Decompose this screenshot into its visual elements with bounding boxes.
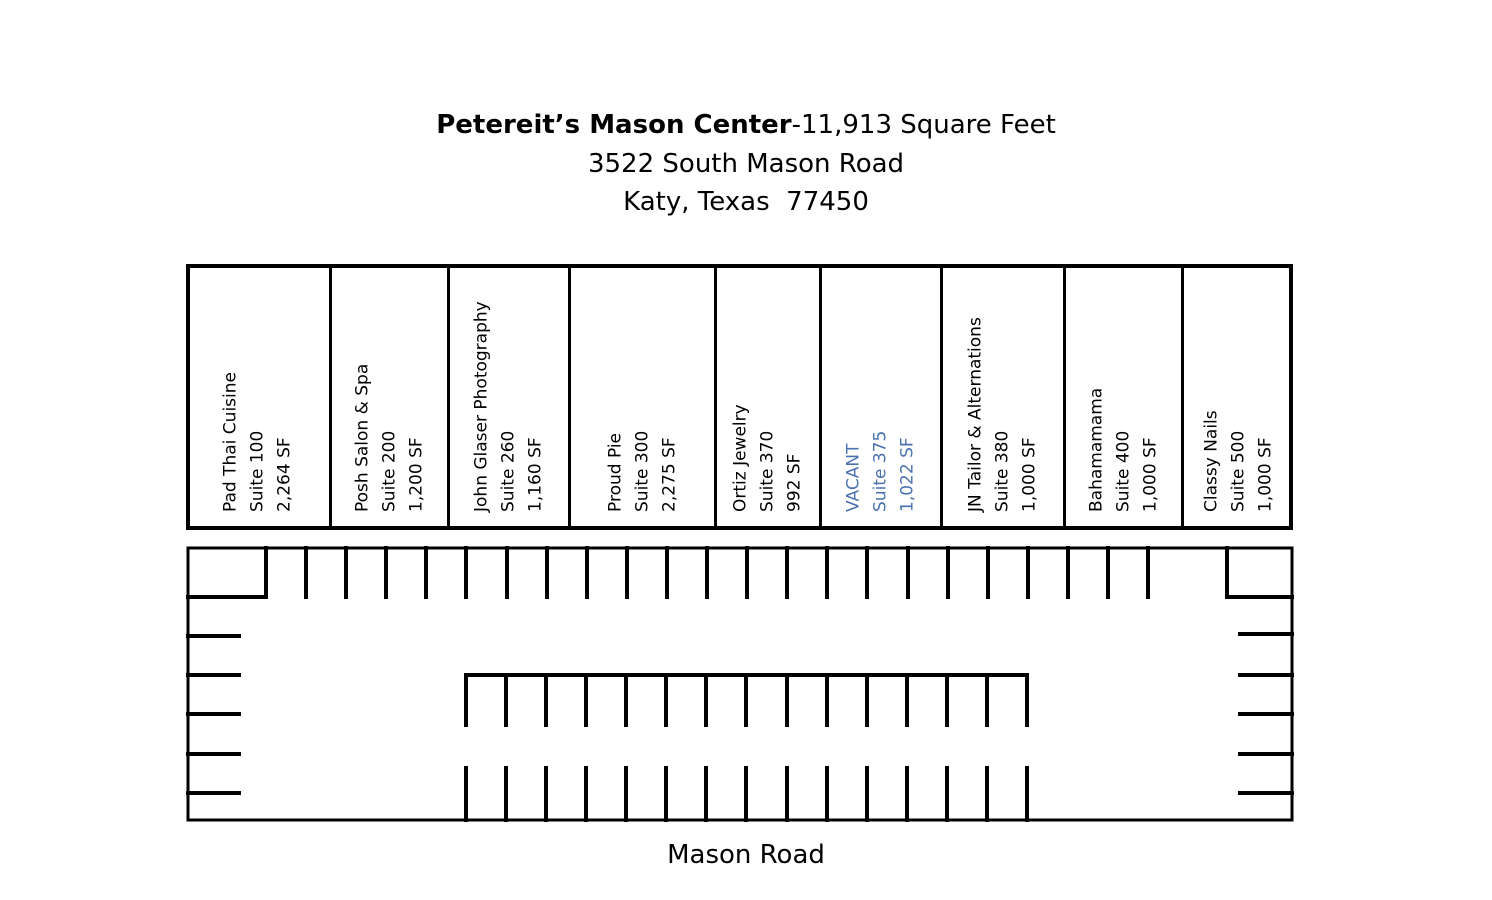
suite-tenant: Ortiz Jewelry	[730, 404, 751, 512]
suite-tenant: JN Tailor & Alternations	[965, 317, 986, 512]
suite-tenant: Posh Salon & Spa	[352, 363, 372, 512]
suite-tenant: VACANT	[843, 443, 864, 512]
suite-area: 1,200 SF	[406, 437, 426, 512]
property-city: Katy, Texas 77450	[623, 187, 869, 217]
suite-number: Suite 380	[992, 430, 1013, 512]
suite-tenant: Proud Pie	[605, 433, 625, 512]
suite-tenant: John Glaser Photography	[471, 301, 492, 512]
suite-number: Suite 370	[757, 430, 778, 512]
suite-area: 1,000 SF	[1140, 437, 1160, 512]
suite-tenant: Classy Nails	[1201, 410, 1221, 512]
suite-area: 1,000 SF	[1255, 437, 1275, 512]
suite-number: Suite 300	[632, 430, 652, 512]
suite-number: Suite 260	[498, 430, 519, 512]
suite-area: 1,000 SF	[1019, 437, 1040, 512]
road-label: Mason Road	[667, 840, 825, 870]
suite-number: Suite 400	[1113, 430, 1133, 512]
suite-area: 2,264 SF	[274, 437, 294, 512]
suite-number: Suite 375	[870, 430, 891, 512]
property-size: -11,913 Square Feet	[791, 110, 1056, 140]
suite-number: Suite 500	[1228, 430, 1248, 512]
suite-area: 992 SF	[784, 453, 805, 512]
suite-area: 2,275 SF	[659, 437, 679, 512]
suite-number: Suite 100	[247, 430, 267, 512]
suite-area: 1,022 SF	[897, 437, 918, 512]
property-name: Petereit’s Mason Center	[436, 110, 792, 140]
suite-tenant: Bahamamama	[1086, 387, 1106, 512]
suite-tenant: Pad Thai Cuisine	[220, 372, 240, 512]
property-address: 3522 South Mason Road	[587, 148, 905, 179]
suite-number: Suite 200	[379, 430, 399, 512]
suite-area: 1,160 SF	[525, 437, 546, 512]
